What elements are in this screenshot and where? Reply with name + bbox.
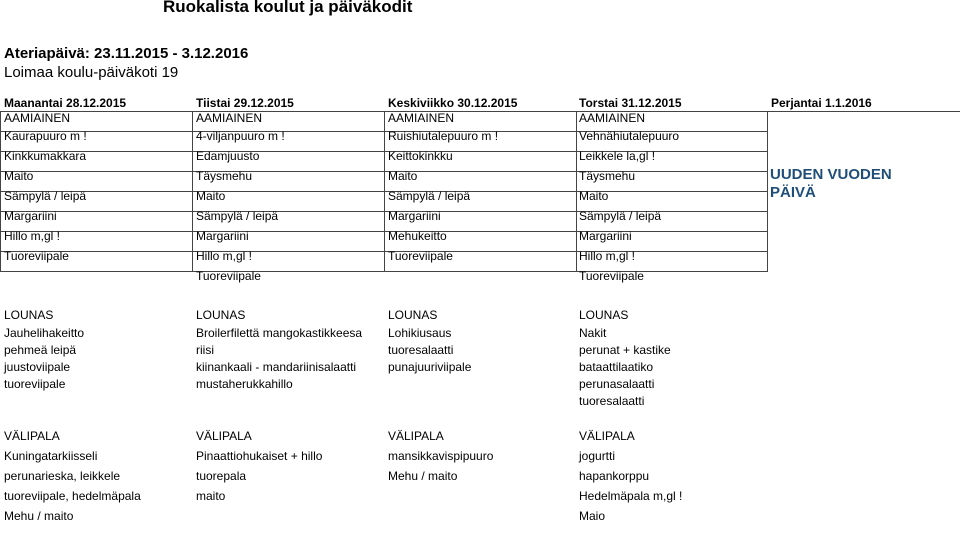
breakfast-item: Maito: [388, 169, 418, 183]
breakfast-item: Hillo m,gl !: [4, 229, 61, 243]
breakfast-item: Tuoreviipale: [196, 269, 261, 283]
breakfast-item: Mehukeitto: [388, 229, 447, 243]
breakfast-item: Tuoreviipale: [579, 269, 644, 283]
snack-item: jogurtti: [579, 449, 616, 463]
lunch-label: LOUNAS: [196, 308, 246, 322]
snack-item: tuorepala: [196, 469, 247, 483]
breakfast-item: Sämpylä / leipä: [388, 189, 471, 203]
lunch-label: LOUNAS: [4, 308, 54, 322]
day-column-friday: [771, 96, 957, 110]
lunch-item: tuoresalaatti: [579, 394, 645, 408]
snack-item: Mehu / maito: [4, 509, 74, 523]
lunch-item: [388, 393, 574, 410]
breakfast-item: Kaurapuuro m !: [4, 129, 87, 143]
breakfast-item: Vehnähiutalepuuro: [579, 129, 680, 143]
day-date: Tiistai 29.12.2015: [196, 96, 294, 110]
lunch-item: perunat + kastike: [579, 343, 671, 357]
day-column-tuesday: [196, 96, 382, 526]
day-date: Maanantai 28.12.2015: [4, 96, 127, 110]
lunch-item: riisi: [196, 343, 214, 357]
snack-item: Mehu / maito: [388, 469, 458, 483]
breakfast-item: [388, 266, 574, 286]
breakfast-item: Täysmehu: [196, 169, 253, 183]
lunch-item: bataattilaatiko: [579, 360, 654, 374]
lunch-item: kiinankaali - mandariinisalaatti: [196, 360, 357, 374]
breakfast-item: Hillo m,gl !: [196, 249, 253, 263]
snack-label: VÄLIPALA: [388, 429, 444, 443]
snack-label: VÄLIPALA: [4, 429, 60, 443]
lunch-item: punajuuriviipale: [388, 360, 472, 374]
lunch-item: perunasalaatti: [579, 377, 655, 391]
lunch-item: [196, 393, 382, 410]
breakfast-item: Margariini: [388, 209, 441, 223]
day-column-wednesday: [388, 96, 574, 526]
snack-item: Maio: [579, 509, 606, 523]
breakfast-item: Ruishiutalepuuro m !: [388, 129, 499, 143]
day-date: Perjantai 1.1.2016: [771, 96, 872, 110]
breakfast-item: Maito: [579, 189, 609, 203]
snack-item: [388, 506, 574, 526]
breakfast-label: AAMIAINEN: [196, 111, 263, 125]
lunch-item: Lohikiusaus: [388, 326, 452, 340]
day-column-thursday: [579, 96, 765, 526]
breakfast-item: Margariini: [4, 209, 57, 223]
breakfast-item: Margariini: [579, 229, 632, 243]
breakfast-item: Sämpylä / leipä: [196, 209, 279, 223]
lunch-item: tuoresalaatti: [388, 343, 454, 357]
breakfast-label: AAMIAINEN: [4, 111, 71, 125]
day-date: Keskiviikko 30.12.2015: [388, 96, 518, 110]
breakfast-item: Maito: [196, 189, 226, 203]
breakfast-item: Margariini: [196, 229, 249, 243]
lunch-item: pehmeä leipä: [4, 343, 77, 357]
breakfast-item: Sämpylä / leipä: [4, 189, 87, 203]
holiday-line: UUDEN VUODEN: [770, 166, 892, 183]
snack-item: [388, 486, 574, 506]
lunch-item: Broilerfilettä mangokastikkeesa: [196, 326, 363, 340]
breakfast-item: Kinkkumakkara: [4, 149, 87, 163]
lunch-item: mustaherukkahillo: [196, 377, 293, 391]
lunch-item: [388, 376, 574, 393]
snack-item: perunarieska, leikkele: [4, 469, 121, 483]
lunch-item: Nakit: [579, 326, 607, 340]
meal-date-range: Ateriapäivä: 23.11.2015 - 3.12.2016: [4, 45, 249, 62]
breakfast-item: Hillo m,gl !: [579, 249, 636, 263]
breakfast-item: Maito: [4, 169, 34, 183]
snack-item: maito: [196, 489, 226, 503]
lunch-label: LOUNAS: [579, 308, 629, 322]
lunch-item: tuoreviipale: [4, 377, 66, 391]
breakfast-label: AAMIAINEN: [579, 111, 646, 125]
breakfast-item: Tuoreviipale: [4, 249, 69, 263]
snack-item: Kuningatarkiisseli: [4, 449, 98, 463]
day-column-monday: [4, 96, 190, 526]
breakfast-label: AAMIAINEN: [388, 111, 455, 125]
snack-label: VÄLIPALA: [196, 429, 252, 443]
lunch-item: [4, 393, 190, 410]
lunch-item: Jauhelihakeitto: [4, 326, 85, 340]
holiday-line: PÄIVÄ: [770, 184, 816, 201]
snack-item: hapankorppu: [579, 469, 650, 483]
breakfast-item: Täysmehu: [579, 169, 636, 183]
lunch-item: juustoviipale: [4, 360, 71, 374]
snack-item: [196, 506, 382, 526]
breakfast-item: 4-viljanpuuro m !: [196, 129, 285, 143]
school-name: Loimaa koulu-päiväkoti 19: [4, 64, 179, 81]
day-date: Torstai 31.12.2015: [579, 96, 682, 110]
snack-label: VÄLIPALA: [579, 429, 635, 443]
lunch-label: LOUNAS: [388, 308, 438, 322]
snack-item: mansikkavispipuuro: [388, 449, 494, 463]
breakfast-item: [4, 266, 190, 286]
holiday-notice: [770, 166, 892, 202]
page-title: Ruokalista koulut ja päiväkodit: [163, 0, 413, 16]
breakfast-item: Keittokinkku: [388, 149, 453, 163]
breakfast-item: Tuoreviipale: [388, 249, 453, 263]
breakfast-item: Edamjuusto: [196, 149, 260, 163]
snack-item: Pinaattiohukaiset + hillo: [196, 449, 323, 463]
snack-item: tuoreviipale, hedelmäpala: [4, 489, 141, 503]
breakfast-item: Sämpylä / leipä: [579, 209, 662, 223]
breakfast-item: Leikkele la,gl !: [579, 149, 656, 163]
snack-item: Hedelmäpala m,gl !: [579, 489, 683, 503]
